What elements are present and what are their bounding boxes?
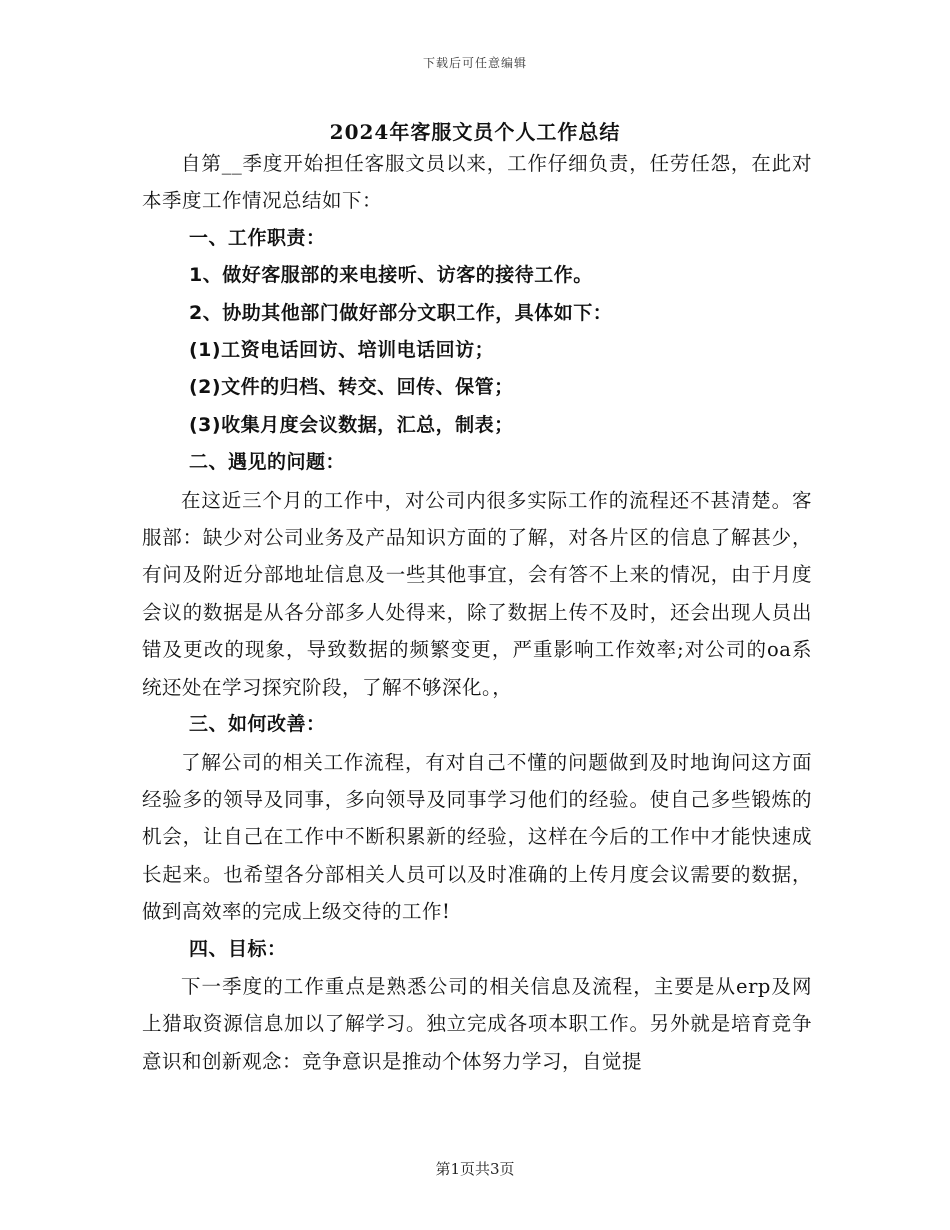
section-heading-duties: 一、工作职责： — [189, 226, 326, 249]
header-note: 下载后可任意编辑 — [422, 56, 527, 70]
section-heading-improvement: 三、如何改善： — [189, 713, 326, 736]
problems-paragraph: 在这近三个月的工作中，对公司内很多实际工作的流程还不甚清楚。客服部：缺少对公司业务及产品知识方面的了解，对各片区的信息了解甚少，有问及附近分部地址信息及一些其他事宜，会有答不上来的情况，由于月度会议的数据是从各分部多人处得来，除了数据上传不及时，还会出现人员出错及更改的现象，导致数据的频繁变更，严重影响工作效率;对公司的oa系统还处在学习探究阶段，了解不够深化。， — [142, 488, 812, 699]
duty-item: 1、做好客服部的来电接听、访客的接待工作。 — [189, 264, 593, 287]
intro-paragraph: 自第__季度开始担任客服文员以来，工作仔细负责，任劳任怨，在此对本季度工作情况总结如下： — [142, 152, 812, 213]
document-body — [142, 145, 812, 1080]
duty-item: 2、协助其他部门做好部分文职工作，具体如下： — [189, 301, 613, 324]
page-footer: 第1页共3页 — [435, 1160, 515, 1178]
duty-subitem: (3)收集月度会议数据，汇总，制表； — [189, 413, 514, 436]
duty-subitem: (2)文件的归档、转交、回传、保管； — [189, 376, 514, 399]
section-heading-goals: 四、目标： — [189, 937, 287, 960]
improvement-paragraph: 了解公司的相关工作流程，有对自己不懂的问题做到及时地询问这方面经验多的领导及同事，多向领导及同事学习他们的经验。使自己多些锻炼的机会，让自己在工作中不断积累新的经验，这样在今后的工作中才能快速成长起来。也希望各分部相关人员可以及时准确的上传月度会议需要的数据，做到高效率的完成上级交待的工作! — [142, 750, 812, 924]
goals-paragraph: 下一季度的工作重点是熟悉公司的相关信息及流程，主要是从erp及网上猎取资源信息加以了解学习。独立完成各项本职工作。另外就是培育竞争意识和创新观念：竞争意识是推动个体努力学习，自觉提 — [142, 974, 812, 1073]
document-title: 2024年客服文员个人工作总结 — [329, 120, 621, 144]
section-heading-problems: 二、遇见的问题： — [189, 451, 346, 474]
duty-subitem: (1)工资电话回访、培训电话回访； — [189, 339, 495, 362]
